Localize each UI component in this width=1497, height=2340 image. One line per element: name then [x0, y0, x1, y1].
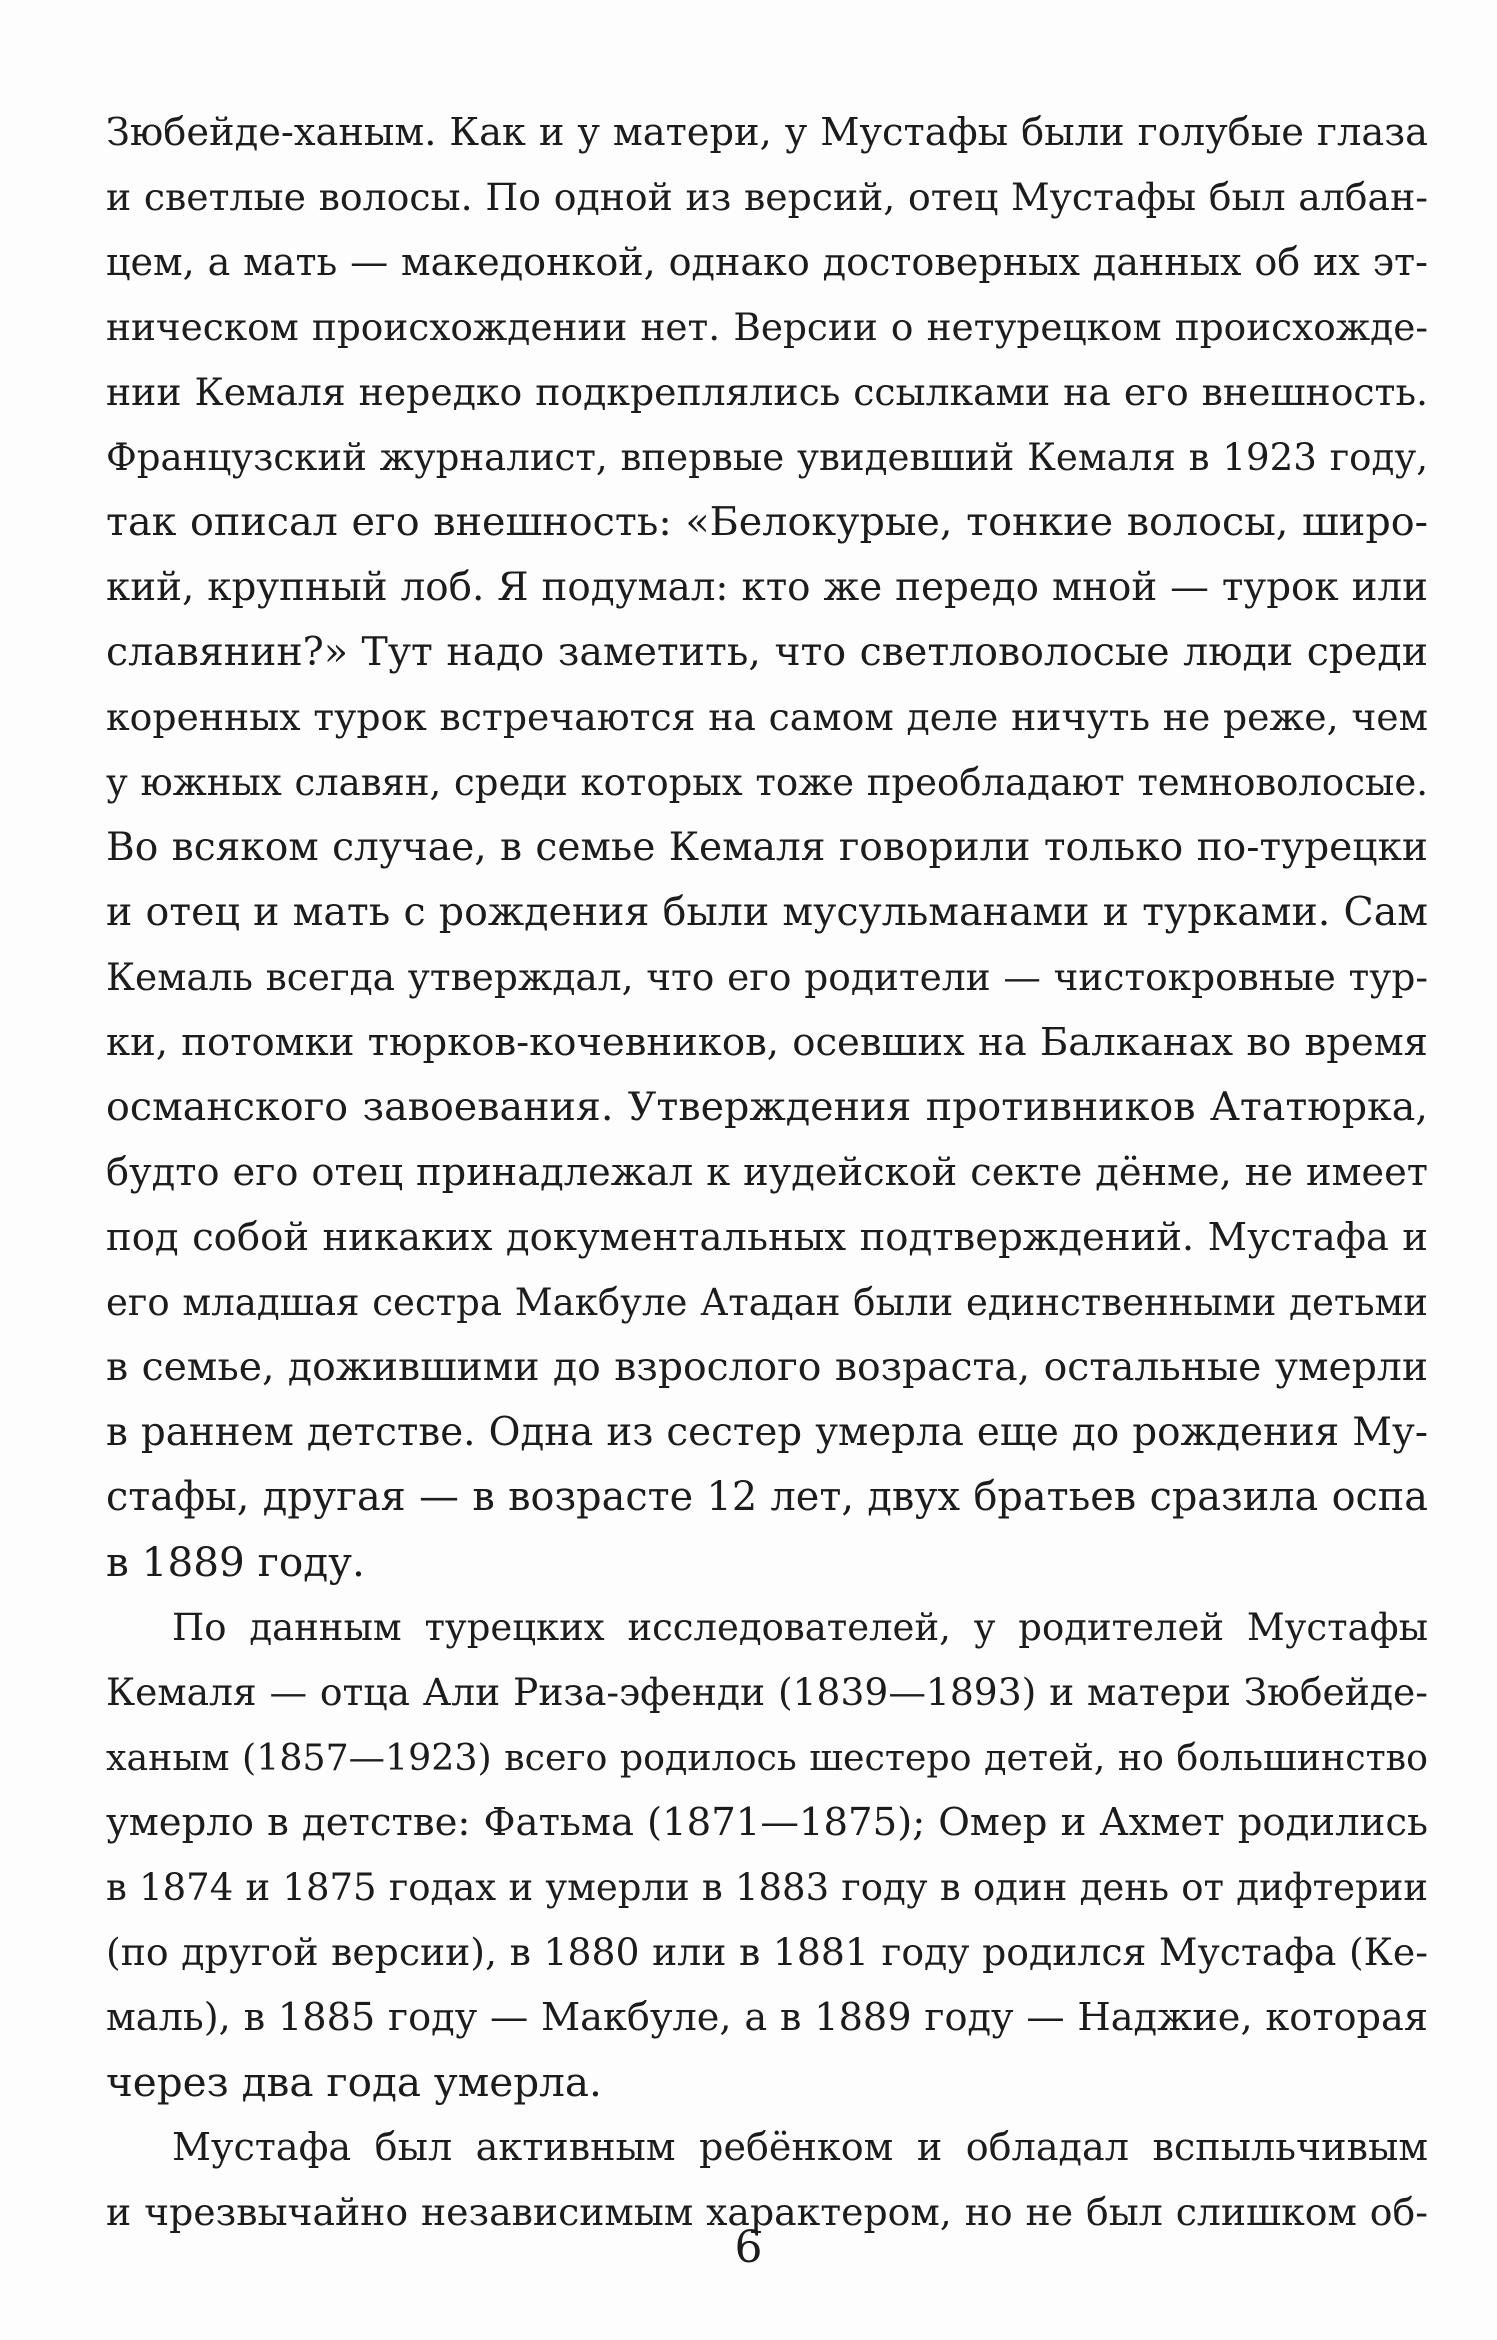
paragraph [106, 100, 1428, 1595]
text-line: через два года умерла. [106, 2058, 602, 2106]
text-line: будто его отец принадлежал к иудейской секте дёнме, не имеет [106, 1150, 1428, 1195]
text-line: под собой никаких документальных подтверждений. Мустафа и [106, 1215, 1428, 1260]
body-text [106, 100, 1428, 2245]
text-line: Кемаль всегда утверждал, что его родители — чистокровные тур- [106, 955, 1428, 999]
text-line: коренных турок встречаются на самом деле ничуть не реже, чем [106, 695, 1428, 739]
text-line: в семье, дожившими до взрослого возраста, остальные умерли [106, 1345, 1428, 1390]
text-line: кий, крупный лоб. Я подумал: кто же передо мной — турок или [106, 565, 1428, 610]
text-line: Зюбейде-ханым. Как и у матери, у Мустафы были голубые глаза [106, 110, 1428, 155]
page-number: 6 [734, 2222, 763, 2273]
text-line: Кемаля — отца Али Риза-эфенди (1839—1893) и матери Зюбейде- [106, 1670, 1428, 1714]
text-line: маль), в 1885 году — Макбуле, а в 1889 году — Наджие, которая [106, 1995, 1428, 2040]
text-line: в 1874 и 1875 годах и умерли в 1883 году в один день от дифтерии [106, 1866, 1428, 1909]
paragraph [106, 1595, 1428, 2115]
text-line: Французский журналист, впервые увидевший Кемаля в 1923 году, [106, 436, 1428, 479]
text-line: стафы, другая — в возрасте 12 лет, двух братьев сразила оспа [106, 1474, 1428, 1520]
text-line: и отец и мать с рождения были мусульманами и турками. Сам [106, 889, 1428, 935]
text-line: в 1889 году. [106, 1538, 365, 1586]
text-line: ническом происхождении нет. Версии о нетурецком происхожде- [106, 305, 1428, 349]
text-line: османского завоевания. Утверждения противников Ататюрка, [106, 1084, 1428, 1130]
text-line: ки, потомки тюрков-кочевников, осевших на Балканах во время [106, 1020, 1428, 1065]
text-line: Во всяком случае, в семье Кемаля говорили только по-турецки [106, 825, 1428, 870]
text-line: (по другой версии), в 1880 или в 1881 году родился Мустафа (Ке- [106, 1930, 1428, 1974]
text-line: цем, а мать — македонкой, однако достоверных данных об их эт- [106, 240, 1428, 284]
text-line: его младшая сестра Макбуле Атадан были единственными детьми [106, 1281, 1428, 1324]
text-line: так описал его внешность: «Белокурые, тонкие волосы, широ- [106, 499, 1428, 545]
text-line: в раннем детстве. Одна из сестер умерла еще до рождения Му- [106, 1410, 1428, 1455]
text-line: и светлые волосы. По одной из версий, отец Мустафы был албан- [106, 175, 1428, 219]
text-line: и чрезвычайно независимым характером, но не был слишком об- [106, 2190, 1428, 2234]
text-line: умерло в детстве: Фатьма (1871—1875); Омер и Ахмет родились [106, 1800, 1428, 1845]
text-line: Мустафа был активным ребёнком и обладал вспыльчивым [172, 2125, 1428, 2169]
text-line: По данным турецких исследователей, у родителей Мустафы [172, 1606, 1428, 1649]
text-line: нии Кемаля нередко подкреплялись ссылками на его внешность. [106, 370, 1428, 414]
text-line: у южных славян, среди которых тоже преобладают темноволосые. [106, 761, 1428, 804]
text-line: славянин?» Тут надо заметить, что светловолосые люди среди [106, 629, 1428, 675]
text-line: ханым (1857—1923) всего родилось шестеро детей, но большинство [106, 1736, 1428, 1779]
